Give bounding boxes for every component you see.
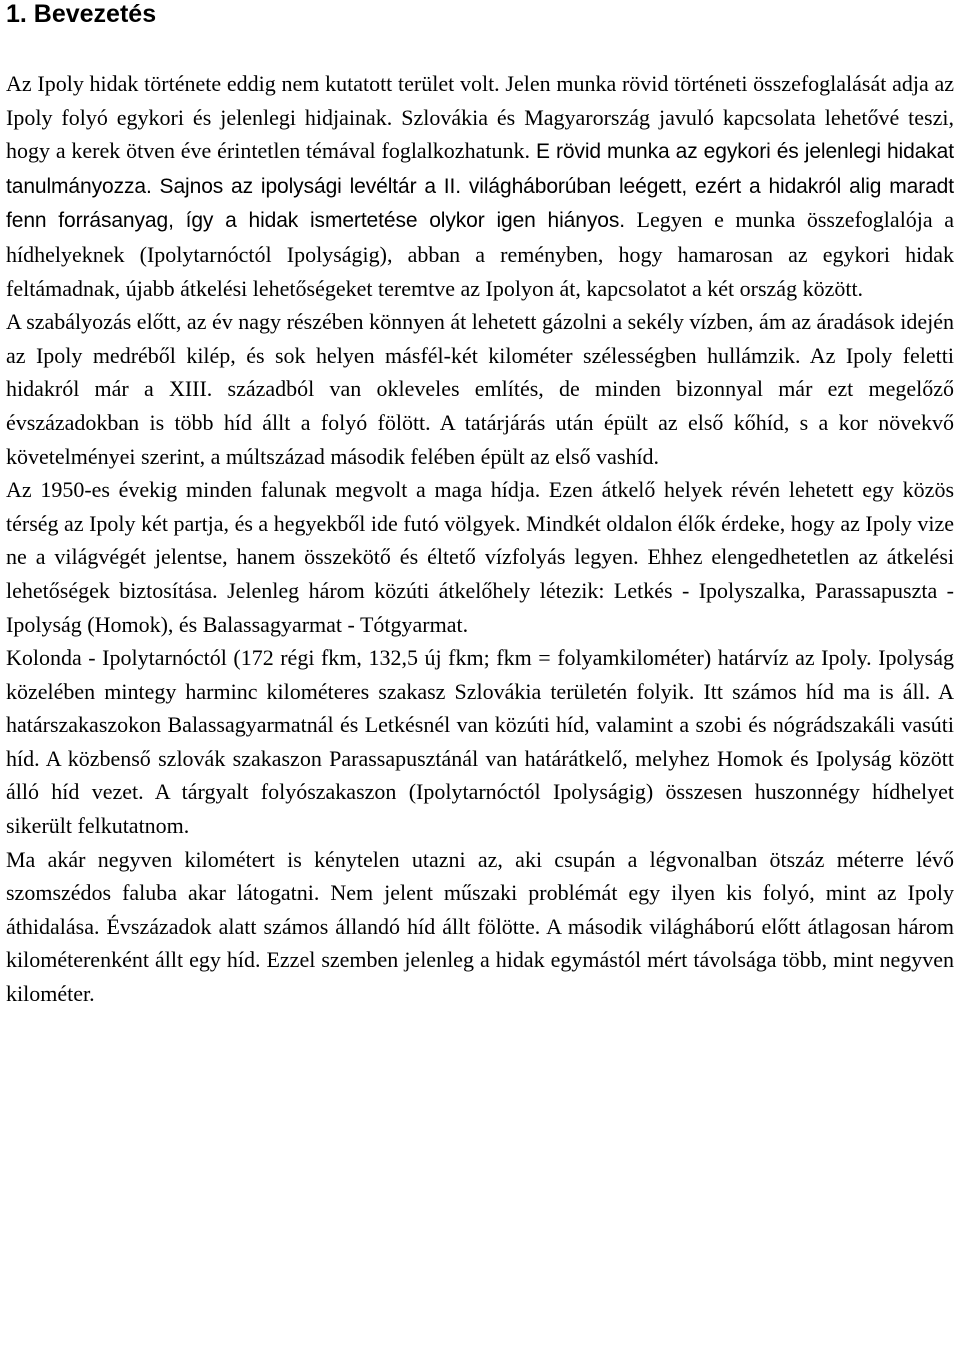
paragraph-intro-serif-start: Az Ipoly hidak története eddig nem kutatott terület volt. Jelen munka rövid történeti összefoglalását adja az Ipoly folyó egykori és jelenlegi hidjainak. Szlovákia és Magyarország javuló kapcsolata lehetővé teszi, hogy a kerek ötven éve érintetlen témával foglalkozhatunk. [6,71,954,164]
paragraph-regulation: A szabályozás előtt, az év nagy részében könnyen át lehetett gázolni a sekély vízben, ám az áradások idején az Ipoly medréből kilép, és sok helyen másfél-két kilométer szélességben hullámzik. Az Ipoly feletti hidakról már a XIII. századból van okleveles említés, de minden bizonnyal már ezt megelőző évszázadokban is több híd állt a folyó fölött. A tatárjárás után épült az első kőhíd, s a kor növekvő követelményei szerint, a múltszázad második felében épült az első vashíd. [6,309,954,469]
paragraph-crossings: Az 1950-es évekig minden falunak megvolt a maga hídja. Ezen átkelő helyek révén lehetett egy közös térség az Ipoly két partja, és a hegyekből ide futó völgyek. Mindkét oldalon élők érdeke, hogy az Ipoly vize ne a világvégét jelentse, hanem összekötő és éltető vízfolyás legyen. Ehhez elengedhetetlen az átkelési lehetőségek biztosítása. Jelenleg három közúti átkelőhely létezik: Letkés - Ipolyszalka, Parassapuszta - Ipolyság (Homok), és Balassagyarmat - Tótgyarmat. [6,477,954,637]
document-page [6,0,954,1011]
paragraph-intro-sans-middle: E rövid munka az egykori és jelenlegi hidakat tanulmányozza. Sajnos az ipolysági levéltár a II. világháborúban leégett, ezért a hidakról alig maradt fenn forrásanyag, így a hidak ismertetése olykor igen hiányos. [6,140,954,233]
section-heading: 1. Bevezetés [6,0,157,28]
paragraph-border-river: Kolonda - Ipolytarnóctól (172 régi fkm, 132,5 új fkm; fkm = folyamkilométer) határvíz az Ipoly. Ipolyság közelében mintegy harminc kilométeres szakasz Szlovákia területén folyik. Itt számos híd ma is áll. A határszakaszokon Balassagyarmatnál és Letkésnél van közúti híd, valamint a szobi és nógrádszakáli vasúti híd. A közbenső szlovák szakaszon Parassapusztánál van határátkelő, melyhez Homok és Ipolyság között álló híd vezet. A tárgyalt folyószakaszon (Ipolytarnóctól Ipolyságig) összesen huszonnégy hídhelyet sikerült felkutatnom. [6,645,954,839]
paragraph-intro-serif-end: Legyen e munka összefoglalója a hídhelyeknek (Ipolytarnóctól Ipolyságig), abban a reményben, hogy hamarosan az egykori hidak feltámadnak, újabb átkelési lehetőségeket teremtve az Ipolyon át, kapcsolatot a két ország között. [6,207,955,301]
paragraph-distances: Ma akár negyven kilométert is kénytelen utazni az, aki csupán a légvonalban ötszáz méterre lévő szomszédos faluba akar látogatni. Nem jelent műszaki problémát egy ilyen kis folyó, mint az Ipoly áthidalása. Évszázadok alatt számos állandó híd állt fölötte. A második világháború előtt átlagosan három kilométerenként állt egy híd. Ezzel szemben jelenleg a hidak egymástól mért távolsága több, mint negyven kilométer. [6,846,954,1007]
paragraph-intro [6,67,954,305]
